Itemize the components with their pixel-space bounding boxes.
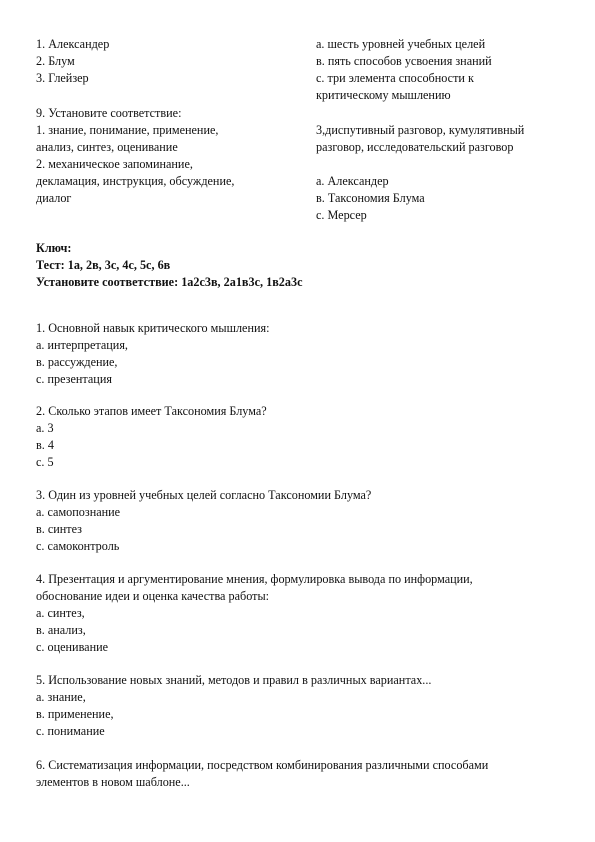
key-test: Тест: 1а, 2в, 3с, 4с, 5с, 6в [36, 258, 171, 272]
answer-option: в. синтез [36, 522, 83, 536]
question-text: 2. Сколько этапов имеет Таксономия Блума? [36, 404, 267, 418]
answer-option: с. оценивание [36, 640, 109, 654]
task9-right-line: разговор, исследовательский разговор [316, 140, 514, 154]
top-right-item-3-cont: критическому мышлению [316, 88, 451, 102]
answer-option: а. знание, [36, 690, 86, 704]
key-matching: Установите соответствие: 1а2с3в, 2а1в3с, 1в2а3с [36, 275, 303, 289]
key-title: Ключ: [36, 241, 72, 255]
task9-left-line: диалог [36, 191, 72, 205]
task9-heading: 9. Установите соответствие: [36, 106, 182, 120]
question-text: 5. Использование новых знаний, методов и правил в различных вариантах... [36, 673, 432, 687]
question-text: 6. Систематизация информации, посредством комбинирования различными способами [36, 758, 489, 772]
answer-option: а. самопознание [36, 505, 121, 519]
question-text: 4. Презентация и аргументирование мнения, формулировка вывода по информации, [36, 572, 473, 586]
top-left-item-1: 1. Александер [36, 37, 110, 51]
question-text: 3. Один из уровней учебных целей согласно Таксономии Блума? [36, 488, 372, 502]
answer-option: с. 5 [36, 455, 54, 469]
question-text: 1. Основной навык критического мышления: [36, 321, 270, 335]
answer-option: а. синтез, [36, 606, 85, 620]
task9-left-line: 2. механическое запоминание, [36, 157, 193, 171]
task9-left-line: декламация, инструкция, обсуждение, [36, 174, 235, 188]
answer-option: а. интерпретация, [36, 338, 128, 352]
answer-option: с. понимание [36, 724, 105, 738]
task9-right-option: а. Александер [316, 174, 389, 188]
answer-option: с. презентация [36, 372, 112, 386]
answer-option: а. 3 [36, 421, 54, 435]
task9-right-option: с. Мерсер [316, 208, 367, 222]
task9-left-line: 1. знание, понимание, применение, [36, 123, 219, 137]
top-right-item-2: в. пять способов усвоения знаний [316, 54, 492, 68]
question-text-cont: элементов в новом шаблоне... [36, 775, 190, 789]
task9-right-line: 3,диспутивный разговор, кумулятивный [316, 123, 525, 137]
top-left-item-3: 3. Глейзер [36, 71, 89, 85]
top-right-item-3: с. три элемента способности к [316, 71, 474, 85]
task9-left-line: анализ, синтез, оценивание [36, 140, 178, 154]
answer-option: в. рассуждение, [36, 355, 118, 369]
task9-right-option: в. Таксономия Блума [316, 191, 425, 205]
answer-option: в. анализ, [36, 623, 86, 637]
top-left-item-2: 2. Блум [36, 54, 75, 68]
answer-option: в. 4 [36, 438, 54, 452]
answer-option: в. применение, [36, 707, 114, 721]
question-text-cont: обоснование идеи и оценка качества работы: [36, 589, 270, 603]
answer-option: с. самоконтроль [36, 539, 120, 553]
top-right-item-1: а. шесть уровней учебных целей [316, 37, 486, 51]
